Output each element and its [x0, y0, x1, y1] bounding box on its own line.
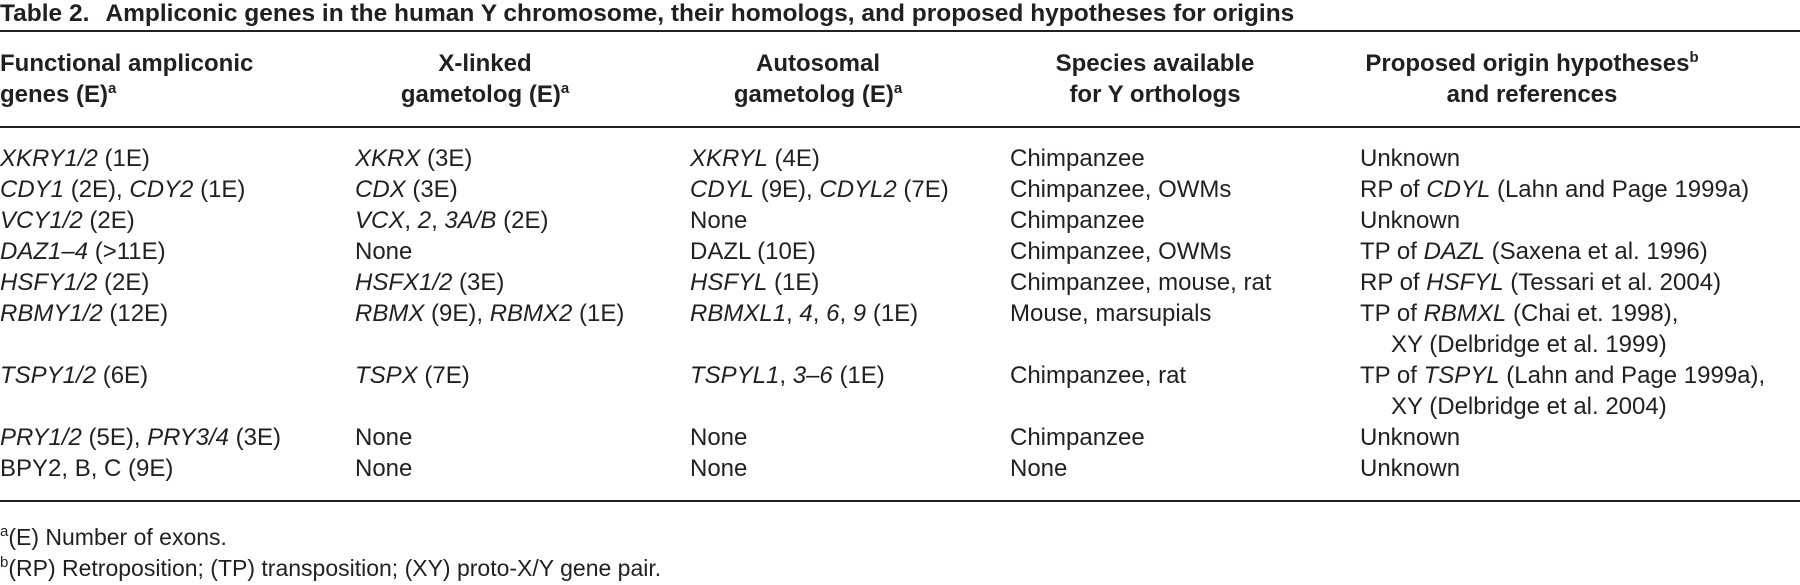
column-header-species: Species available for Y orthologs	[1055, 50, 1255, 108]
cell-text: None	[690, 455, 748, 482]
cell-text: Unknown	[1360, 455, 1461, 482]
cell-x-linked-gametolog	[355, 236, 412, 267]
footnote-a: $^a$(E) Number of exons.	[0, 523, 227, 550]
gene-symbol: CDX	[355, 176, 406, 203]
cell-text: XY (Delbridge et al. 2004)	[1391, 393, 1667, 420]
cell-x-linked-gametolog	[355, 174, 458, 205]
cell-text: (5E),	[81, 424, 148, 451]
cell-origin-hypothesis	[1360, 360, 1765, 422]
cell-text: None	[355, 455, 413, 482]
cell-functional-gene	[0, 298, 168, 329]
cell-text: (9E),	[754, 176, 820, 203]
header-rule	[0, 126, 1800, 128]
cell-text: ,	[839, 300, 853, 327]
cell-text: (1E)	[866, 300, 919, 327]
cell-text: (3E)	[452, 269, 505, 296]
table-row	[0, 298, 1800, 360]
table-row	[0, 205, 1800, 236]
gene-symbol: XKRY1/2	[0, 145, 98, 172]
gene-symbol: PRY1/2	[0, 424, 82, 451]
cell-x-linked-gametolog	[355, 205, 548, 236]
cell-origin-hypothesis	[1360, 143, 1460, 174]
cell-text: (3E)	[229, 424, 282, 451]
table-row	[0, 236, 1800, 267]
cell-text: (1E)	[97, 145, 150, 172]
cell-text: (12E)	[102, 300, 169, 327]
gene-symbol: CDY2	[129, 176, 194, 203]
gene-symbol: XKRYL	[690, 145, 768, 172]
cell-text: TP of	[1360, 362, 1424, 389]
cell-text: (Lahn and Page 1999a),	[1499, 362, 1766, 389]
cell-text: ,	[779, 362, 793, 389]
cell-x-linked-gametolog	[355, 267, 504, 298]
cell-text: ,	[431, 207, 445, 234]
cell-text: Unknown	[1360, 145, 1461, 172]
cell-autosomal-gametolog	[690, 236, 816, 267]
cell-autosomal-gametolog	[690, 453, 747, 484]
column-header-autosomal: Autosomal gametolog $(E)^a$	[733, 50, 903, 108]
footnote-marker: a	[893, 80, 903, 97]
gene-symbol: CDYL	[1426, 176, 1491, 203]
gene-symbol: RBMX2	[489, 300, 573, 327]
table-row	[0, 143, 1800, 174]
gene-symbol: HSFYL	[1426, 269, 1504, 296]
cell-text: (Tessari et al. 2004)	[1503, 269, 1722, 296]
cell-continuation	[1360, 329, 1678, 360]
cell-text: None	[355, 238, 413, 265]
cell-text: Chimpanzee, OWMs	[1010, 176, 1232, 203]
cell-text: (Chai et. 1998),	[1506, 300, 1679, 327]
column-header-x-linked: X-linked gametolog $(E)^a$	[400, 50, 570, 108]
cell-species	[1010, 360, 1186, 391]
cell-text: (9E),	[424, 300, 490, 327]
cell-functional-gene	[0, 174, 245, 205]
cell-text: (1E)	[832, 362, 885, 389]
cell-text: Chimpanzee	[1010, 145, 1145, 172]
cell-origin-hypothesis	[1360, 205, 1460, 236]
cell-species	[1010, 453, 1067, 484]
top-rule	[0, 30, 1800, 32]
cell-text: Chimpanzee	[1010, 207, 1145, 234]
cell-x-linked-gametolog	[355, 143, 472, 174]
gene-symbol: TSPY1/2	[0, 362, 97, 389]
cell-functional-gene	[0, 267, 149, 298]
cell-autosomal-gametolog	[690, 422, 747, 453]
cell-functional-gene	[0, 360, 148, 391]
gene-symbol: 3A/B	[444, 207, 497, 234]
cell-autosomal-gametolog	[690, 174, 949, 205]
gene-symbol: TSPX	[355, 362, 418, 389]
gene-symbol: RBMY1/2	[0, 300, 103, 327]
gene-symbol: PRY3/4	[147, 424, 229, 451]
gene-symbol: 3–6	[792, 362, 833, 389]
gene-symbol: TSPYL1	[690, 362, 780, 389]
gene-symbol: VCY1/2	[0, 207, 83, 234]
cell-origin-hypothesis	[1360, 267, 1721, 298]
cell-text: (7E)	[417, 362, 470, 389]
table-row	[0, 267, 1800, 298]
cell-x-linked-gametolog	[355, 453, 412, 484]
footnotes	[0, 522, 661, 584]
cell-text: ,	[812, 300, 827, 327]
cell-origin-hypothesis	[1360, 236, 1708, 267]
gene-symbol: DAZL	[1423, 238, 1485, 265]
footnote-marker: a	[560, 80, 570, 97]
cell-text: (2E)	[97, 269, 150, 296]
cell-species	[1010, 298, 1211, 329]
cell-text: (1E)	[572, 300, 625, 327]
cell-continuation	[1360, 391, 1765, 422]
cell-text: (>11E)	[88, 238, 166, 265]
gene-symbol: RBMX	[355, 300, 425, 327]
cell-text: Unknown	[1360, 207, 1461, 234]
table-row	[0, 422, 1800, 453]
cell-text: TP of	[1360, 238, 1424, 265]
cell-text: None	[355, 424, 413, 451]
cell-text: (4E)	[767, 145, 820, 172]
cell-species	[1010, 174, 1231, 205]
cell-text: (Saxena et al. 1996)	[1484, 238, 1708, 265]
cell-text: Chimpanzee, rat	[1010, 362, 1187, 389]
cell-species	[1010, 205, 1145, 236]
cell-origin-hypothesis	[1360, 298, 1678, 360]
cell-text: Chimpanzee, OWMs	[1010, 238, 1232, 265]
footnote-marker: a	[108, 80, 117, 97]
column-header-origin-hypotheses: Proposed origin hypotheses$^b$ and references	[1365, 49, 1699, 108]
cell-autosomal-gametolog	[690, 360, 885, 391]
cell-text: Mouse, marsupials	[1010, 300, 1212, 327]
cell-text: (1E)	[193, 176, 246, 203]
gene-symbol: XKRX	[355, 145, 421, 172]
cell-x-linked-gametolog	[355, 298, 624, 329]
cell-species	[1010, 143, 1145, 174]
footnote-marker: b	[1689, 49, 1699, 66]
cell-functional-gene	[0, 453, 173, 484]
cell-origin-hypothesis	[1360, 422, 1460, 453]
caption-title: Ampliconic genes in the human Y chromosome, their homologs, and proposed hypotheses for origins	[105, 0, 1295, 27]
gene-symbol: VCX	[355, 207, 405, 234]
cell-autosomal-gametolog	[690, 143, 820, 174]
cell-text: (2E),	[64, 176, 130, 203]
cell-text: XY (Delbridge et al. 1999)	[1391, 331, 1667, 358]
cell-text: Chimpanzee, mouse, rat	[1010, 269, 1272, 296]
footnote-b: $^b$(RP) Retroposition; (TP) transposition; (XY) proto-X/Y gene pair.	[0, 554, 662, 581]
caption-label: Table 2.	[0, 0, 90, 27]
cell-text: DAZL (10E)	[690, 238, 816, 265]
gene-symbol: DAZ1–4	[0, 238, 89, 265]
cell-text: (2E)	[82, 207, 135, 234]
cell-text: ,	[786, 300, 800, 327]
bottom-rule	[0, 500, 1800, 502]
cell-functional-gene	[0, 422, 281, 453]
cell-text: (3E)	[405, 176, 458, 203]
cell-functional-gene	[0, 205, 135, 236]
cell-text: TP of	[1360, 300, 1424, 327]
cell-text: None	[690, 207, 748, 234]
table-row	[0, 360, 1800, 422]
gene-symbol: 4	[799, 300, 813, 327]
gene-symbol: CDYL2	[819, 176, 897, 203]
gene-symbol: HSFYL	[690, 269, 768, 296]
cell-autosomal-gametolog	[690, 205, 747, 236]
gene-symbol: RBMXL	[1423, 300, 1507, 327]
cell-text: (2E)	[496, 207, 549, 234]
cell-text: None	[1010, 455, 1068, 482]
cell-x-linked-gametolog	[355, 422, 412, 453]
gene-symbol: 9	[852, 300, 867, 327]
cell-functional-gene	[0, 143, 150, 174]
gene-symbol: CDY1	[0, 176, 65, 203]
cell-text: Unknown	[1360, 424, 1461, 451]
cell-text: (3E)	[420, 145, 473, 172]
cell-text: RP of	[1360, 176, 1427, 203]
gene-symbol: TSPYL	[1423, 362, 1500, 389]
cell-origin-hypothesis	[1360, 453, 1460, 484]
column-header-functional-genes: Functional ampliconic genes $(E)^a$	[0, 50, 254, 108]
cell-text: (7E)	[896, 176, 949, 203]
table-row	[0, 174, 1800, 205]
cell-text: (Lahn and Page 1999a)	[1490, 176, 1750, 203]
cell-species	[1010, 236, 1231, 267]
cell-autosomal-gametolog	[690, 267, 819, 298]
cell-species	[1010, 267, 1271, 298]
cell-origin-hypothesis	[1360, 174, 1749, 205]
cell-text: Chimpanzee	[1010, 424, 1145, 451]
gene-symbol: 6	[826, 300, 840, 327]
cell-text: (6E)	[96, 362, 149, 389]
cell-functional-gene	[0, 236, 166, 267]
gene-symbol: HSFX1/2	[355, 269, 453, 296]
cell-text: ,	[404, 207, 418, 234]
cell-autosomal-gametolog	[690, 298, 918, 329]
cell-text: None	[690, 424, 748, 451]
gene-symbol: RBMXL1	[690, 300, 787, 327]
gene-symbol: CDYL	[690, 176, 755, 203]
cell-text: RP of	[1360, 269, 1427, 296]
gene-symbol: HSFY1/2	[0, 269, 98, 296]
cell-species	[1010, 422, 1145, 453]
cell-x-linked-gametolog	[355, 360, 470, 391]
table-caption	[0, 0, 1294, 28]
gene-symbol: 2	[417, 207, 432, 234]
table-body	[0, 143, 1800, 484]
cell-text: (1E)	[767, 269, 820, 296]
cell-text: BPY2, B, C (9E)	[0, 455, 174, 482]
table-row	[0, 453, 1800, 484]
